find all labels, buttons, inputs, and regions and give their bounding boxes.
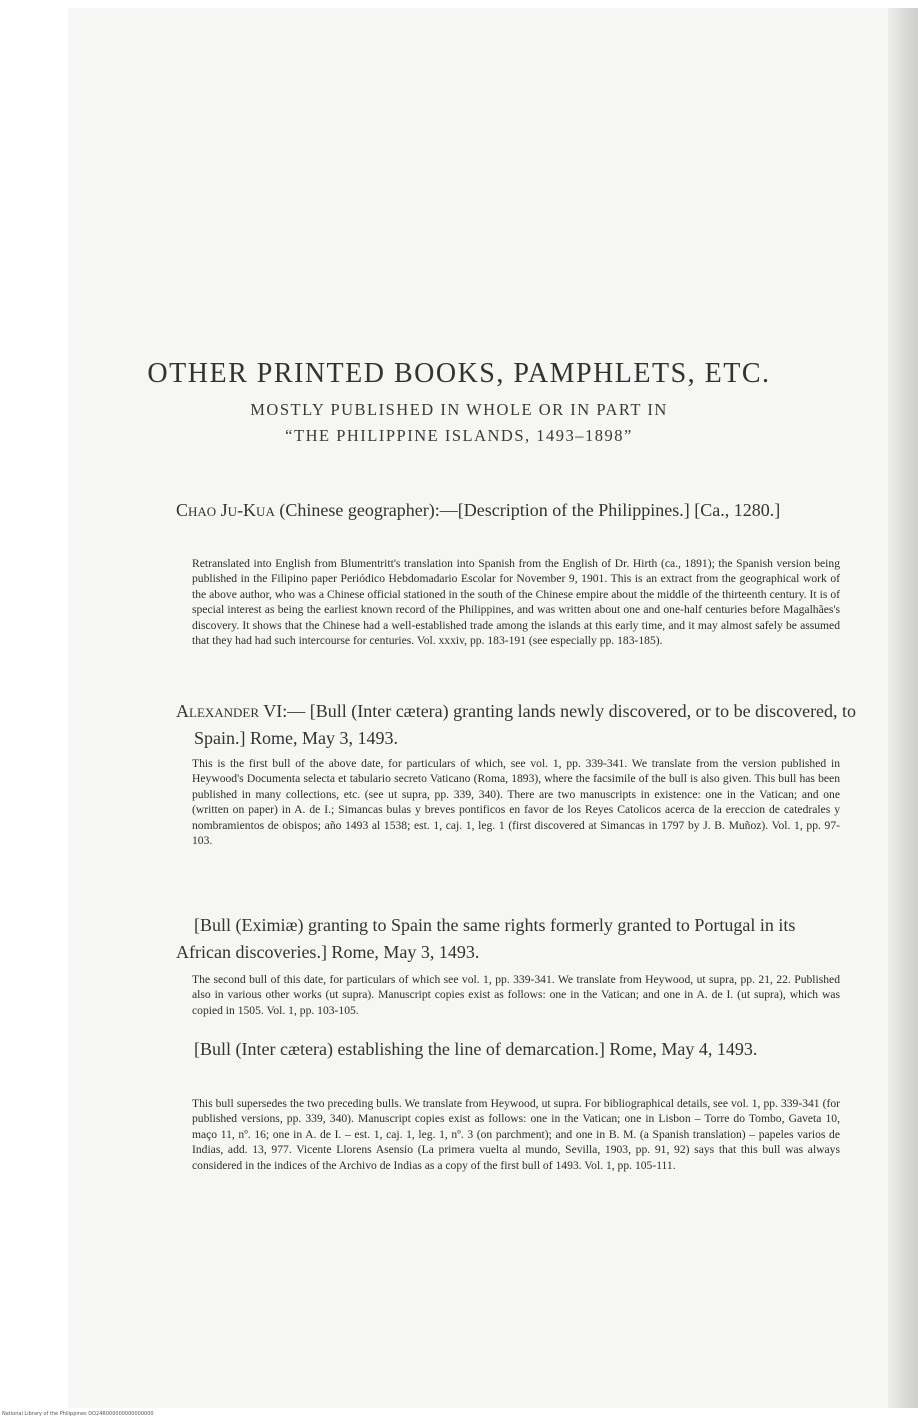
page-subtitle-line-2: “THE PHILIPPINE ISLANDS, 1493–1898” — [285, 426, 633, 445]
page-subtitle-line-1: MOSTLY PUBLISHED IN WHOLE OR IN PART IN — [250, 400, 668, 419]
entry-eximiae-heading: [Bull (Eximiæ) granting to Spain the same rights formerly granted to Portugal in its African discoveries.] Rome, May 3, 1493. — [176, 915, 796, 962]
entry-heading-text: (Chinese geographer):—[Description of the Philippines.] [Ca., 1280.] — [274, 500, 781, 520]
entry-demarcation-heading: [Bull (Inter cætera) establishing the line of demarcation.] Rome, May 4, 1493. — [194, 1039, 758, 1059]
entry-author: Alexander VI — [176, 701, 283, 721]
entry-alexander-note: This is the first bull of the above date, for particulars of which, see vol. 1, pp. 339-341. We translate from the version published in Heywood's Documenta selecta et tabulario secreto Vaticano (Roma, 1893), where the facsimile of the bull is also given. This bull has been published in many collections, etc. (see ut supra, pp. 339, 340). There are two manuscripts in existence: one in the Vatican; and one (written on paper) in A. de I.; Simancas bulas y breves pontificos en favor de los Reyes Catolicos acerca de la ereccion de catedrales y nombramientos de obispos; año 1493 al 1538; est. 1, caj. 1, leg. 1 (first discovered at Simancas in 1797 by J. B. Muñoz). Vol. 1, pp. 97-103. — [192, 757, 840, 848]
page-edge-shadow — [888, 8, 918, 1408]
page-title: OTHER PRINTED BOOKS, PAMPHLETS, ETC. — [147, 358, 771, 389]
entry-demarcation-note: This bull supersedes the two preceding bulls. We translate from Heywood, ut supra. For bibliographical details, see vol. 1, pp. 339-341 (for published versions, pp. 339, 340). Manuscript copies exist as follows: one in the Vatican; one in Lisbon – Torre do Tombo, Gaveta 10, maço 11, nº. 16; one in A. de I. – est. 1, caj. 1, leg. 1, nº. 3 (on parchment); and one in B. M. (a Spanish translation) – papeles varios de Indias, add. 13, 977. Vicente Llorens Asensio (La primera vuelta al mundo, Sevilla, 1903, pp. 91, 92) says that this bull was always considered in the indices of the Archivo de Indias as a copy of the first bull of 1493. Vol. 1, pp. 105-111. — [192, 1097, 840, 1172]
scan-footer: National Library of the Philippines DO24R000000000000000 — [2, 1411, 154, 1417]
entry-chao-note: Retranslated into English from Blumentritt's translation into Spanish from the English of Dr. Hirth (ca., 1891); the Spanish version being published in the Filipino paper Periódico Hebdomadario Escolar for November 9, 1901. This is an extract from the geographical work of the above author, who was a Chinese official stationed in the south of the Chinese empire about the middle of the thirteenth century. It is of special interest as being the earliest known record of the Philippines, and was written about one and one-half centuries before Magalhães's discovery. It shows that the Chinese had a well-established trade among the islands at this early time, and it may almost safely be assumed that they had had such intercourse for centuries. Vol. xxxiv, pp. 183-191 (see especially pp. 183-185). — [192, 557, 840, 648]
entry-eximiae-note: The second bull of this date, for particulars of which see vol. 1, pp. 339-341. We translate from Heywood, ut supra, pp. 21, 22. Published also in various other works (ut supra). Manuscript copies exist as follows: one in the Vatican; and one in A. de I. (ut supra), which was copied in 1505. Vol. 1, pp. 103-105. — [192, 973, 840, 1017]
entry-heading-text: :— [Bull (Inter cætera) granting lands newly discovered, or to be discovered, to Spain.] Rome, May 3, 1493. — [194, 701, 857, 748]
entry-chao-heading — [176, 497, 858, 524]
entry-alexander-heading — [176, 698, 858, 752]
entry-author: Chao Ju-Kua — [176, 500, 275, 520]
